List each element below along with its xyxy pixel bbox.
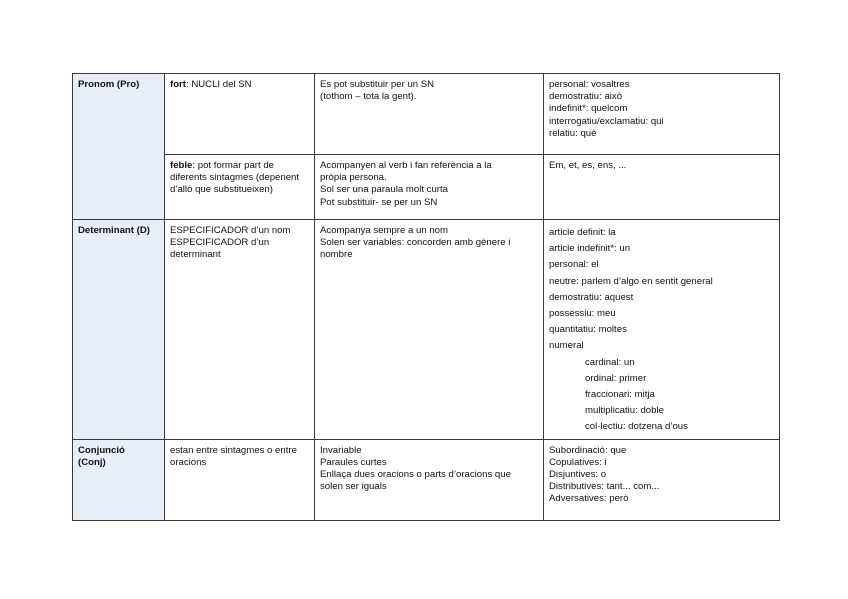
category-cell-determinant <box>73 220 165 440</box>
function-cell <box>165 74 315 155</box>
category-label: (Conj) <box>78 456 106 468</box>
type-label-text: : NUCLI del SN <box>185 79 252 90</box>
table-row-pronom-feble <box>73 155 780 220</box>
example-line: demostratiu: això <box>549 91 623 103</box>
description-line: Enllaça dues oracions o parts d’oracions que <box>320 469 511 481</box>
description-line: (tothom – tota la gent). <box>320 91 417 103</box>
function-line: determinant <box>170 249 221 261</box>
description-cell <box>315 74 544 155</box>
example-line: personal: el <box>549 259 599 271</box>
example-line: demostratiu: aquest <box>549 291 634 303</box>
description-cell <box>315 439 544 520</box>
description-cell <box>315 220 544 440</box>
function-line: ESPECIFICADOR d’un nom <box>170 225 291 236</box>
category-label: Pronom (Pro) <box>78 79 140 90</box>
example-line: article indefinit*: un <box>549 243 631 255</box>
examples-cell <box>544 155 780 220</box>
description-line: Solen ser variables: concorden amb gènere i <box>320 237 511 249</box>
function-cell <box>165 439 315 520</box>
function-line: oracions <box>170 456 207 468</box>
description-line: pròpia persona. <box>320 172 387 184</box>
type-label-bold: feble <box>170 160 193 171</box>
description-line: Invariable <box>320 444 362 456</box>
description-line: Acompanyen al verb i fan referència a la <box>320 160 492 171</box>
example-line: neutre: parlem d’algo en sentit general <box>549 275 713 287</box>
description-line: Es pot substituir per un SN <box>320 79 435 90</box>
function-cell <box>165 220 315 440</box>
numeral-subtype-line: fraccionari: mitja <box>585 389 655 401</box>
example-line: quantitatiu: moltes <box>549 324 627 336</box>
description-line: solen ser iguals <box>320 481 387 493</box>
example-line: Em, et, es, ens, ... <box>549 160 627 171</box>
example-line: possessiu: meu <box>549 308 616 320</box>
description-line: Pot substituir- se per un SN <box>320 196 438 208</box>
category-cell-conjuncio <box>73 439 165 520</box>
category-label: Conjunció <box>78 444 125 456</box>
numeral-subtype-line: ordinal: primer <box>585 372 647 384</box>
description-line: Sol ser una paraula molt curta <box>320 184 448 196</box>
examples-cell <box>544 439 780 520</box>
table-row-pronom-fort <box>73 74 780 155</box>
example-line: Copulatives: i <box>549 456 607 468</box>
example-line: article definit: la <box>549 227 616 238</box>
category-label: Determinant (D) <box>78 225 150 236</box>
example-line: interrogatiu/exclamatiu: qui <box>549 115 664 127</box>
type-label-bold: fort <box>170 79 186 90</box>
table-row-determinant <box>73 220 780 440</box>
function-line: estan entre sintagmes o entre <box>170 444 297 456</box>
type-cell-text <box>170 79 309 91</box>
examples-cell <box>544 74 780 155</box>
description-cell <box>315 155 544 220</box>
example-line: Subordinació: que <box>549 444 627 456</box>
function-cell <box>165 155 315 220</box>
category-cell-pronom <box>73 74 165 220</box>
function-line: ESPECIFICADOR d’un <box>170 237 270 249</box>
description-line: Paraules curtes <box>320 456 387 468</box>
description-line: nombre <box>320 249 353 261</box>
type-label-text: : pot formar part de diferents sintagmes (depenent d’allò que substitueixen) <box>170 160 300 196</box>
type-cell-text <box>170 160 309 197</box>
description-line: Acompanya sempre a un nom <box>320 225 448 236</box>
example-line: numeral <box>549 340 584 352</box>
example-line: Disjuntives: o <box>549 469 607 481</box>
example-line: Distributives: tant... com... <box>549 481 660 493</box>
table-row-conjuncio <box>73 439 780 520</box>
grammar-table <box>72 73 780 521</box>
numeral-subtype-line: col·lectiu: dotzena d’ous <box>585 421 688 433</box>
numeral-subtype-line: cardinal: un <box>585 356 635 368</box>
example-line: relatiu: què <box>549 127 597 139</box>
examples-cell <box>544 220 780 440</box>
numeral-subtype-line: multiplicatiu: doble <box>585 405 664 417</box>
example-line: Adversatives: però <box>549 493 629 505</box>
example-line: personal: vosaltres <box>549 79 630 90</box>
example-line: indefinit*: quelcom <box>549 103 628 115</box>
